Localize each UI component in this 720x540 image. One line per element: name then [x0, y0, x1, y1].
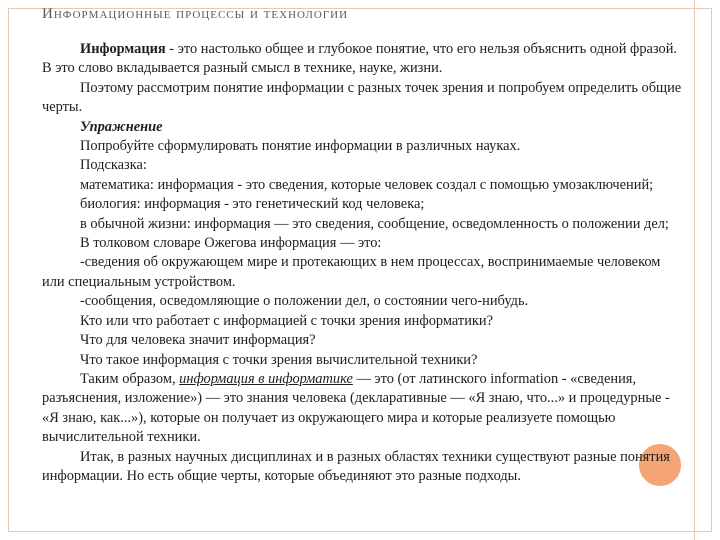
paragraph-approach: Поэтому рассмотрим понятие информации с разных точек зрения и попробуем определить общие черты. — [42, 79, 682, 116]
paragraph-question-1: Кто или что работает с информацией с точки зрения информатики? — [80, 312, 493, 329]
paragraph-question-2: Что для человека значит информация? — [80, 332, 316, 349]
decorative-vertical-line — [694, 0, 695, 540]
paragraph-biology: биология: информация - это генетический код человека; — [80, 196, 425, 213]
paragraph-meaning-2: -сообщения, осведомляющие о положении дел, о состоянии чего-нибудь. — [80, 293, 529, 310]
paragraph-math: математика: информация - это сведения, которые человек создал с помощью умозаключений; — [80, 176, 654, 193]
conclusion-text: — это (от латинского information - «сведения, разъяснения, изложение») — это знания человека (декларативные — «Я знаю, что...» и процедурные - «Я знаю, как...»), которые он получает из окружающего мира и которые реализуете помощью вычислительной техники. — [42, 370, 670, 446]
paragraph-hint-label: Подсказка: — [80, 157, 147, 174]
conclusion-term: информация в информатике — [179, 370, 353, 387]
paragraph-ozhegov: В толковом словаре Ожегова информация — это: — [80, 235, 382, 252]
slide-body — [42, 40, 682, 486]
paragraph-conclusion — [42, 370, 682, 448]
paragraph-definition — [42, 40, 682, 79]
paragraph-meaning-1: -сведения об окружающем мире и протекающих в нем процессах, воспринимаемые человеком или специальным устройством. — [42, 254, 661, 290]
term-information: Информация — [80, 41, 166, 57]
definition-text: - это настолько общее и глубокое понятие, что его нельзя объяснить одной фразой. В это слово вкладывается разный смысл в технике, науке, жизни. — [42, 41, 678, 77]
paragraph-summary: Итак, в разных научных дисциплинах и в разных областях техники существуют разные понятия информации. Но есть общие черты, которые объединяют это разные подходы. — [42, 448, 670, 484]
paragraph-everyday: в обычной жизни: информация — это сведения, сообщение, осведомленность о положении дел; — [80, 215, 669, 232]
exercise-heading: Упражнение — [80, 118, 163, 135]
slide-title: Информационные процессы и технологии — [42, 6, 349, 22]
paragraph-question-3: Что такое информация с точки зрения вычислительной техники? — [80, 351, 478, 368]
conclusion-lead: Таким образом, — [80, 370, 180, 387]
paragraph-exercise: Попробуйте сформулировать понятие информации в различных науках. — [80, 138, 521, 155]
